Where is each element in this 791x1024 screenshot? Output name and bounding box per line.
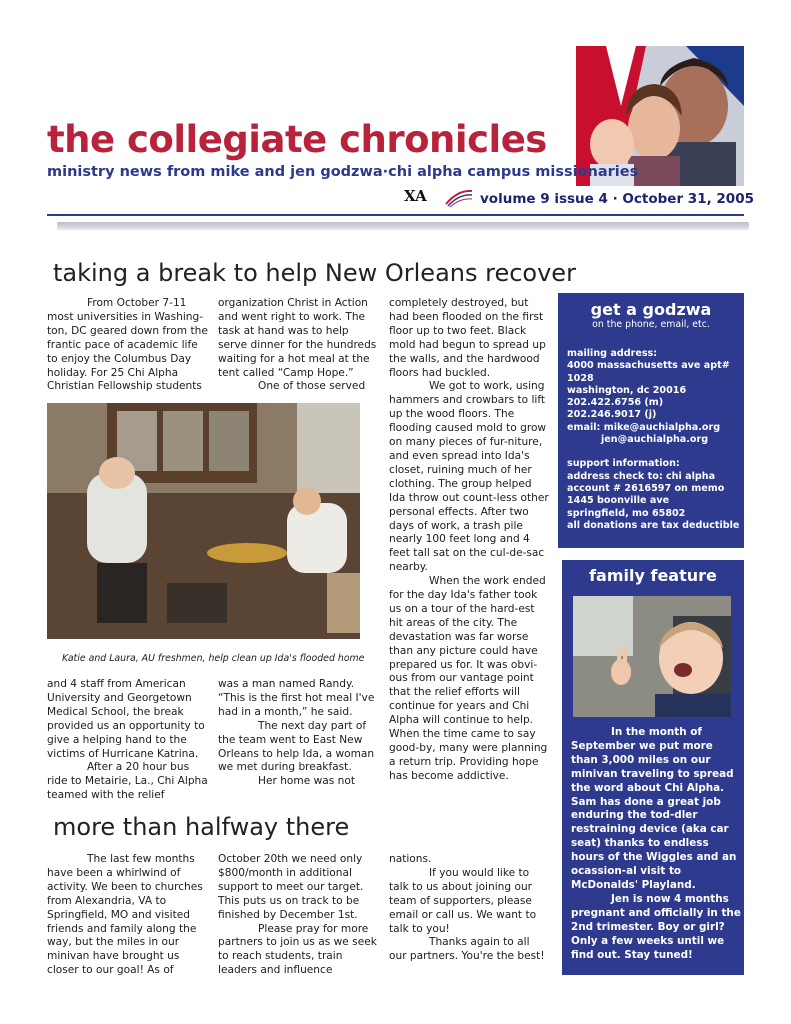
paragraph: completely destroyed, but had been flooded on the first floor up to two feet. Black mold had begun to spread up the walls, and the hardwood floors had buckled. — [389, 297, 546, 379]
support-line: address check to: chi alpha — [567, 470, 716, 482]
masthead-rule — [47, 214, 744, 216]
issue-volume-date: volume 9 issue 4 · October 31, 2005 — [480, 191, 754, 207]
paragraph: October 20th we need only $800/month in additional support to meet our target. This puts us on track to be finished by December 1st. — [218, 853, 364, 921]
paragraph: Jen is now 4 months pregnant and officially in the 2nd trimester. Boy or girl? Only a few weeks until we find out. Stay tuned! — [571, 892, 741, 961]
paragraph: In the month of September we put more than 3,000 miles on our minivan traveling to spread the word about Chi Alpha. Sam has done a great job enduring the tod-dler restraining device (aka car seat) thanks to endless hours of the Wiggles and an ocassion-al visit to McDonalds' Playland. — [571, 726, 737, 891]
paragraph: Please pray for more partners to join us as we seek to reach students, train leaders and influence — [218, 922, 377, 977]
photo-caption: Katie and Laura, AU freshmen, help clean up Ida's flooded home — [62, 653, 365, 664]
support-line: 1445 boonville ave — [567, 495, 670, 507]
article1-col1-bottom — [47, 678, 209, 803]
paragraph: If you would like to talk to us about joining our team of supporters, please email or call us. We want to talk to you! — [389, 866, 537, 935]
paragraph: and 4 staff from American University and Georgetown Medical School, the break provided us an opportunity to give a helping hand to the victims of Hurricane Katrina. — [47, 678, 205, 760]
mailing-label: mailing address: — [567, 348, 658, 359]
paragraph: From October 7-11 most universities in Washing-ton, DC geared down from the frantic pace of academic life to enjoy the Columbus Day holiday. For 25 Chi Alpha Christian Fellowship students — [47, 297, 208, 393]
phone-jen: 202.246.9017 (j) — [567, 409, 657, 421]
family-feature-sidebar — [562, 560, 744, 975]
paragraph: Her home was not — [258, 775, 355, 788]
address-line: 4000 massachusetts ave apt# 1028 — [567, 360, 730, 384]
email-jen[interactable]: jen@auchialpha.org — [601, 434, 709, 446]
support-line: all donations are tax deductible — [567, 519, 740, 531]
article1-col2-bottom — [218, 678, 380, 789]
support-line: account # 2616597 on memo — [567, 482, 725, 494]
contact-details — [567, 348, 744, 532]
contact-sidebar — [558, 293, 744, 548]
paragraph: The last few months have been a whirlwind of activity. We been to churches from Alexandria, VA to Springfield, MO and visited friends and family along the way, but the miles in our minivan have brought us closer to our goal! As of — [47, 853, 203, 977]
family-feature-text — [571, 726, 741, 962]
paragraph: After a 20 hour bus ride to Metairie, La., Chi Alpha teamed with the relief — [47, 761, 208, 802]
paragraph: organization Christ in Action and went right to work. The task at hand was to help serve dinner for the hundreds waiting for a hot meal at the tent called “Camp Hope.” — [218, 297, 377, 379]
masthead-shadow-bar — [57, 222, 749, 230]
email-mike[interactable]: email: mike@auchialpha.org — [567, 421, 721, 433]
support-line: springfield, mo 65802 — [567, 507, 686, 519]
article1-col2-top — [218, 297, 380, 394]
sam-photo — [573, 596, 731, 717]
sidebar-title: get a godzwa — [590, 300, 712, 319]
phone-mike: 202.422.6756 (m) — [567, 397, 664, 409]
paragraph: nations. — [389, 853, 432, 865]
sidebar-subtitle: on the phone, email, etc. — [592, 319, 710, 330]
paragraph: One of those served — [258, 380, 366, 393]
sidebar-title: family feature — [589, 566, 717, 585]
support-label: support information: — [567, 458, 680, 470]
masthead-title: the collegiate chronicles — [47, 118, 547, 161]
article-headline-halfway: more than halfway there — [53, 813, 350, 841]
chi-alpha-logo: XA — [404, 187, 427, 205]
article2-col3 — [389, 853, 549, 964]
article1-col3 — [389, 297, 549, 784]
paragraph: When the work ended for the day Ida's father took us on a tour of the hard-est hit areas of the city. The devastation was far worse than any picture could have prepared us for. It was obvi-ous from our vantage point that the relief efforts will continue for years and Chi Alpha will continue to help. When the time came to say good-by, many were planning a return trip. Providing hope has become addictive. — [389, 575, 548, 782]
paragraph: was a man named Randy. “This is the first hot meal I've had in a month,” he said. — [218, 678, 375, 718]
paragraph: Thanks again to all our partners. You're the best! — [389, 936, 545, 963]
address-line: washington, dc 20016 — [567, 384, 687, 396]
article1-col1-top — [47, 297, 209, 394]
cleanup-photo — [47, 403, 360, 639]
article2-col2 — [218, 853, 380, 978]
paragraph: We got to work, using hammers and crowbars to lift up the wood floors. The flooding caused mold to grow on many pieces of fur-niture, and even spread into Ida's closet, ruining much of her clothing. The group helped Ida throw out count-less other personal effects. After two days of work, a trash pile nearly 100 feet long and 4 feet tall sat on the cul-de-sac nearby. — [389, 380, 549, 574]
masthead-subtitle: ministry news from mike and jen godzwa·chi alpha campus missionaries — [47, 164, 639, 180]
paragraph: The next day part of the team went to East New Orleans to help Ida, a woman we met during breakfast. — [218, 719, 375, 774]
article-headline-new-orleans: taking a break to help New Orleans recover — [53, 259, 576, 287]
article2-col1 — [47, 853, 209, 978]
swoosh-icon — [444, 188, 474, 208]
